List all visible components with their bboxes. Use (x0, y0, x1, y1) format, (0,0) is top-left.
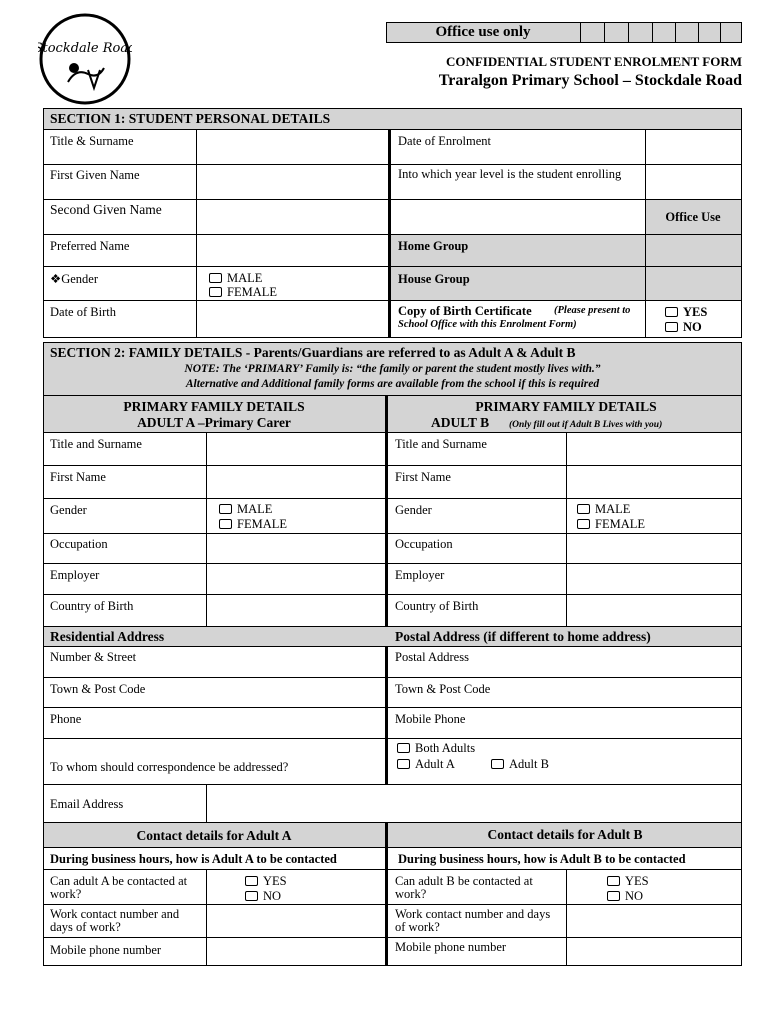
checkbox-icon[interactable] (219, 519, 232, 529)
a-female-option[interactable] (219, 517, 287, 531)
student-female-option[interactable] (209, 285, 277, 299)
checkbox-icon[interactable] (607, 876, 620, 886)
section2-title: SECTION 2: FAMILY DETAILS - Parents/Guardians are referred to as Adult A & Adult B (50, 345, 576, 360)
b-title-label: Title and Surname (395, 437, 487, 451)
office-use-label: Office use only (435, 24, 531, 40)
phone-label: Phone (50, 712, 82, 726)
adult-a-label: Adult A (415, 757, 455, 771)
contact-b-header: Contact details for Adult B (487, 827, 643, 842)
label-office-use: Office Use (665, 210, 721, 224)
label-house-group: House Group (398, 272, 470, 286)
label-birth-cert: Copy of Birth Certificate (398, 304, 532, 318)
business-a-label: During business hours, how is Adult A to be contacted (50, 852, 337, 866)
adult-a-header-2: ADULT A –Primary Carer (137, 415, 291, 430)
both-adults-label: Both Adults (415, 741, 476, 755)
label-title-surname: Title & Surname (50, 134, 134, 148)
b-occupation-label: Occupation (395, 537, 453, 551)
yes-label: YES (683, 305, 708, 319)
mobile-b-label: Mobile phone number (395, 940, 507, 954)
label-birth-cert-note: (Please present to School Office with this Enrolment Form) (398, 305, 631, 330)
checkbox-icon[interactable] (209, 287, 222, 297)
mobile-a-input[interactable] (207, 938, 384, 965)
section2-table (43, 342, 742, 966)
work-b-input[interactable] (567, 905, 741, 936)
yes-label: YES (263, 874, 287, 888)
town-postcode-b-label: Town & Post Code (395, 682, 491, 696)
b-gender-label: Gender (395, 503, 432, 517)
male-label: MALE (595, 502, 631, 516)
checkbox-icon[interactable] (665, 307, 678, 317)
input-date-enrolment[interactable] (646, 130, 741, 163)
adult-b-option[interactable] (491, 757, 549, 771)
business-b-label: During business hours, how is Adult B to be contacted (398, 852, 686, 866)
adult-b-header-1: PRIMARY FAMILY DETAILS (475, 399, 657, 414)
a-occupation-label: Occupation (50, 537, 108, 551)
b-country-label: Country of Birth (395, 599, 479, 613)
section2-note2: Alternative and Additional family forms are available from the school if this is required (185, 378, 600, 390)
can-a-no-option[interactable] (245, 889, 281, 903)
b-female-option[interactable] (577, 517, 645, 531)
mobile-b-input[interactable] (567, 938, 741, 965)
can-a-label: Can adult A be contacted at work? (50, 874, 188, 901)
number-street-label: Number & Street (50, 650, 137, 664)
can-b-label: Can adult B be contacted at work? (395, 874, 533, 901)
section2-note1: NOTE: The ‘PRIMARY’ Family is: “the family or parent the student mostly lives with.” (184, 363, 601, 375)
checkbox-icon[interactable] (491, 759, 504, 769)
birth-cert-yes-option[interactable] (665, 305, 707, 319)
can-a-yes-option[interactable] (245, 874, 287, 888)
mobile-a-label: Mobile phone number (50, 943, 162, 957)
both-adults-option[interactable] (397, 741, 475, 755)
postal-address-label: Postal Address (395, 650, 469, 664)
checkbox-icon[interactable] (397, 759, 410, 769)
checkbox-icon[interactable] (245, 876, 258, 886)
svg-text:Stockdale Road: Stockdale Road (38, 41, 132, 56)
input-second-given[interactable] (197, 200, 387, 233)
label-second-given: Second Given Name (50, 202, 162, 217)
postal-address-header: Postal Address (if different to home address) (395, 629, 651, 644)
school-logo (38, 12, 132, 106)
checkbox-icon[interactable] (209, 273, 222, 283)
work-b-label: Work contact number and days of work? (395, 907, 551, 934)
birth-cert-no-option[interactable] (665, 320, 702, 334)
correspondence-label: To whom should correspondence be addressed? (50, 760, 289, 774)
checkbox-icon[interactable] (245, 891, 258, 901)
adult-a-header-1: PRIMARY FAMILY DETAILS (123, 399, 305, 414)
label-home-group: Home Group (398, 239, 469, 253)
yes-label: YES (625, 874, 649, 888)
can-b-no-option[interactable] (607, 889, 643, 903)
checkbox-icon[interactable] (577, 504, 590, 514)
work-a-input[interactable] (207, 905, 384, 936)
input-year-level[interactable] (646, 165, 741, 198)
a-country-label: Country of Birth (50, 599, 134, 613)
checkbox-icon[interactable] (607, 891, 620, 901)
can-b-yes-option[interactable] (607, 874, 649, 888)
no-label: NO (263, 889, 282, 903)
female-label: FEMALE (595, 517, 645, 531)
checkbox-icon[interactable] (397, 743, 410, 753)
checkbox-icon[interactable] (577, 519, 590, 529)
label-date-enrolment: Date of Enrolment (398, 134, 492, 148)
input-title-surname[interactable] (197, 130, 387, 163)
adult-b-header-2: ADULT B (431, 415, 490, 430)
b-male-option[interactable] (577, 502, 630, 516)
a-gender-label: Gender (50, 503, 87, 517)
section1-title: SECTION 1: STUDENT PERSONAL DETAILS (50, 111, 331, 126)
email-label: Email Address (50, 797, 124, 811)
male-label: MALE (237, 502, 273, 516)
a-title-label: Title and Surname (50, 437, 142, 451)
form-title: CONFIDENTIAL STUDENT ENROLMENT FORM (445, 54, 742, 69)
female-label: FEMALE (237, 517, 287, 531)
input-dob[interactable] (197, 301, 387, 337)
female-label: FEMALE (227, 285, 277, 299)
school-name: Traralgon Primary School – Stockdale Road (438, 72, 742, 89)
b-first-label: First Name (395, 470, 451, 484)
input-preferred[interactable] (197, 235, 387, 265)
a-first-label: First Name (50, 470, 106, 484)
label-dob: Date of Birth (50, 305, 116, 319)
label-preferred: Preferred Name (50, 239, 130, 253)
adult-a-option[interactable] (397, 757, 455, 771)
adult-b-label: Adult B (509, 757, 549, 771)
label-first-given: First Given Name (50, 168, 140, 182)
b-employer-label: Employer (395, 568, 445, 582)
email-input[interactable] (207, 785, 741, 821)
male-label: MALE (227, 271, 263, 285)
checkbox-icon[interactable] (219, 504, 232, 514)
adult-b-header-note: (Only fill out if Adult B Lives with you) (509, 420, 663, 430)
a-male-option[interactable] (219, 502, 272, 516)
checkbox-icon[interactable] (665, 322, 678, 332)
res-address-header: Residential Address (50, 629, 165, 644)
input-first-given[interactable] (197, 165, 387, 198)
a-employer-label: Employer (50, 568, 100, 582)
label-year-level: Into which year level is the student enrolling (398, 167, 622, 181)
town-postcode-a-label: Town & Post Code (50, 682, 146, 696)
no-label: NO (625, 889, 644, 903)
no-label: NO (683, 320, 702, 334)
contact-a-header: Contact details for Adult A (136, 828, 292, 843)
student-male-option[interactable] (209, 271, 262, 285)
mobile-phone-label: Mobile Phone (395, 712, 466, 726)
work-a-label: Work contact number and days of work? (50, 907, 180, 934)
label-gender: ❖Gender (50, 272, 98, 286)
